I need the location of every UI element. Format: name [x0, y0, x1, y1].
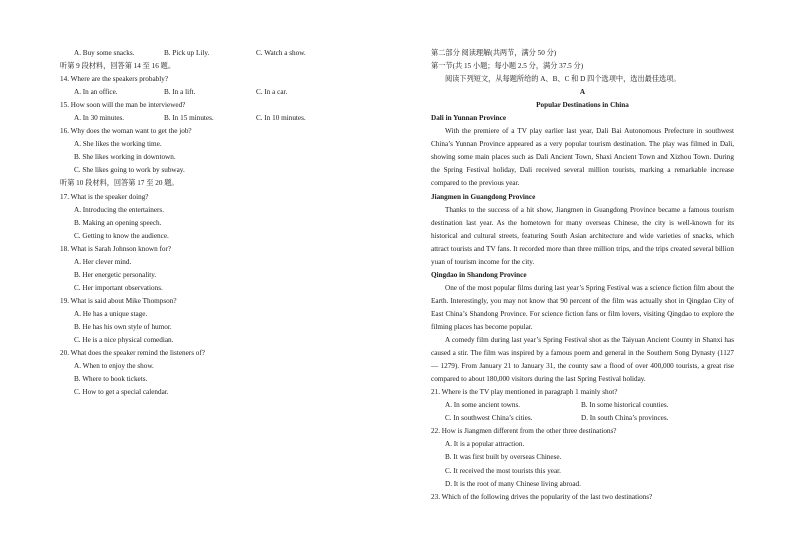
right-column [431, 47, 734, 504]
option-b: B. It was first built by overseas Chinese. [445, 453, 562, 462]
option-a: A. In some ancient towns. [445, 401, 521, 410]
option-a: A. It is a popular attraction. [445, 440, 525, 449]
q21-options-row2 [431, 412, 734, 425]
option-c: C. In a car. [256, 88, 288, 97]
option-b: B. Her energetic personality. [74, 270, 157, 279]
option-c: C. In 10 minutes. [256, 114, 306, 123]
question-16: 16. Why does the woman want to get the job? [60, 127, 192, 136]
paragraph-taiyuan [431, 334, 734, 386]
option-a: A. He has a unique stage. [74, 309, 148, 318]
question-22: 22. How is Jiangmen different from the other three destinations? [431, 427, 617, 436]
instruction: 阅读下列短文，从每题所给的 A、B、C 和 D 四个选项中，选出最佳选项。 [445, 75, 681, 84]
paragraph-jiangmen [431, 204, 734, 269]
option-a: A. When to enjoy the show. [74, 362, 154, 371]
question-21: 21. Where is the TV play mentioned in paragraph 1 mainly shot? [431, 388, 618, 397]
option-a: A. Her clever mind. [74, 257, 132, 266]
question-17: 17. What is the speaker doing? [60, 192, 149, 201]
question-15: 15. How soon will the man be interviewed? [60, 101, 186, 110]
paragraph-text: One of the most popular films during last year’s Spring Festival was a science fiction film about the Earth. Interestingly, you may not know that 90 percent of the film was actually shot in Qingdao City of East China’s Shandong Province. For science fiction fans or film lovers, visiting Qingdao to explore the filming places has become popular. [431, 283, 734, 331]
paragraph-text: Thanks to the success of a hit show, Jiangmen in Guangdong Province became a famous tourism destination last year. As the hometown for many overseas Chinese, the city is well-known for its historical and cultural streets, featuring South Asian architecture and wide varieties of snacks, which attract tourists and TV fans. It recorded more than three million trips, and the trips created several billion yuan of tourism income for the city. [431, 205, 734, 266]
paragraph-qingdao [431, 282, 734, 334]
option-b: B. Making an opening speech. [74, 218, 162, 227]
question-19: 19. What is said about Mike Thompson? [60, 296, 177, 305]
option-a: A. Introducing the entertainers. [74, 205, 165, 214]
option-c: C. She likes going to work by subway. [74, 166, 185, 175]
option-b: B. He has his own style of humor. [74, 322, 172, 331]
option-a: A. In 30 minutes. [74, 114, 125, 123]
option-b: B. In 15 minutes. [164, 114, 214, 123]
option-d: D. In south China’s provinces. [581, 414, 669, 423]
passage-title: Popular Destinations in China [536, 101, 629, 110]
option-c: C. In southwest China’s cities. [445, 414, 533, 423]
option-d: D. It is the root of many Chinese living abroad. [445, 479, 581, 488]
option-b: B. Pick up Lily. [164, 49, 210, 57]
passage-letter: A [579, 88, 586, 97]
question-18: 18. What is Sarah Johnson known for? [60, 244, 172, 253]
section-one-heading: 第一节(共 15 小题；每小题 2.5 分，满分 37.5 分) [431, 62, 584, 71]
question-23: 23. Which of the following drives the popularity of the last two destinations? [431, 492, 653, 501]
paragraph-text: With the premiere of a TV play earlier last year, Dali Bai Autonomous Prefecture in southwest China’s Yunnan Province appeared as a very popular tourism destination. The play was filmed in Dali, showing some main places such as Dali Ancient Town, Shaxi Ancient Town and Xizhou Town. During the Spring Festival holiday, Dali received several million tourists, marking a remarkable increase compared to the previous year. [431, 127, 734, 188]
option-c: C. How to get a special calendar. [74, 388, 169, 397]
section-heading-10: 听第 10 段材料，回答第 17 至 20 题。 [60, 179, 179, 188]
paragraph-dali [431, 125, 734, 190]
option-c: C. Getting to know the audience. [74, 231, 169, 240]
q15-options [60, 112, 390, 125]
q21-options-row1 [431, 399, 734, 412]
question-20: 20. What does the speaker remind the listeners of? [60, 349, 205, 358]
option-b: B. Where to book tickets. [74, 375, 148, 384]
section-heading-9: 听第 9 段材料，回答第 14 至 16 题。 [60, 62, 176, 71]
q14-options [60, 86, 390, 99]
option-c: C. He is a nice physical comedian. [74, 336, 174, 345]
option-a: A. She likes the working time. [74, 140, 162, 149]
option-c: C. Her important observations. [74, 283, 163, 292]
option-c: C. Watch a show. [256, 49, 306, 57]
left-column [60, 47, 390, 399]
heading-qingdao: Qingdao in Shandong Province [431, 270, 527, 279]
part-two-heading: 第二部分 阅读理解(共两节，满分 50 分) [431, 49, 557, 57]
heading-jiangmen: Jiangmen in Guangdong Province [431, 192, 536, 201]
option-b: B. She likes working in downtown. [74, 153, 176, 162]
option-a: A. Buy some snacks. [74, 49, 135, 57]
question-14: 14. Where are the speakers probably? [60, 75, 169, 84]
option-c: C. It received the most tourists this year. [445, 466, 561, 475]
heading-dali: Dali in Yunnan Province [431, 114, 507, 123]
option-a: A. In an office. [74, 88, 118, 97]
option-b: B. In some historical counties. [581, 401, 669, 410]
paragraph-text: A comedy film during last year’s Spring Festival shot as the Taiyuan Ancient County in Shanxi has caused a stir. The film was inspired by a famous poem and general in the Southern Song Dynasty (1127 — 1279). From January 21 to January 31, the county saw a flood of over 400,000 tourists, a great rise compared to about 180,000 visitors during the last Spring Festival holiday. [431, 336, 734, 384]
option-b: B. In a lift. [164, 88, 196, 97]
q13-options [60, 47, 390, 60]
